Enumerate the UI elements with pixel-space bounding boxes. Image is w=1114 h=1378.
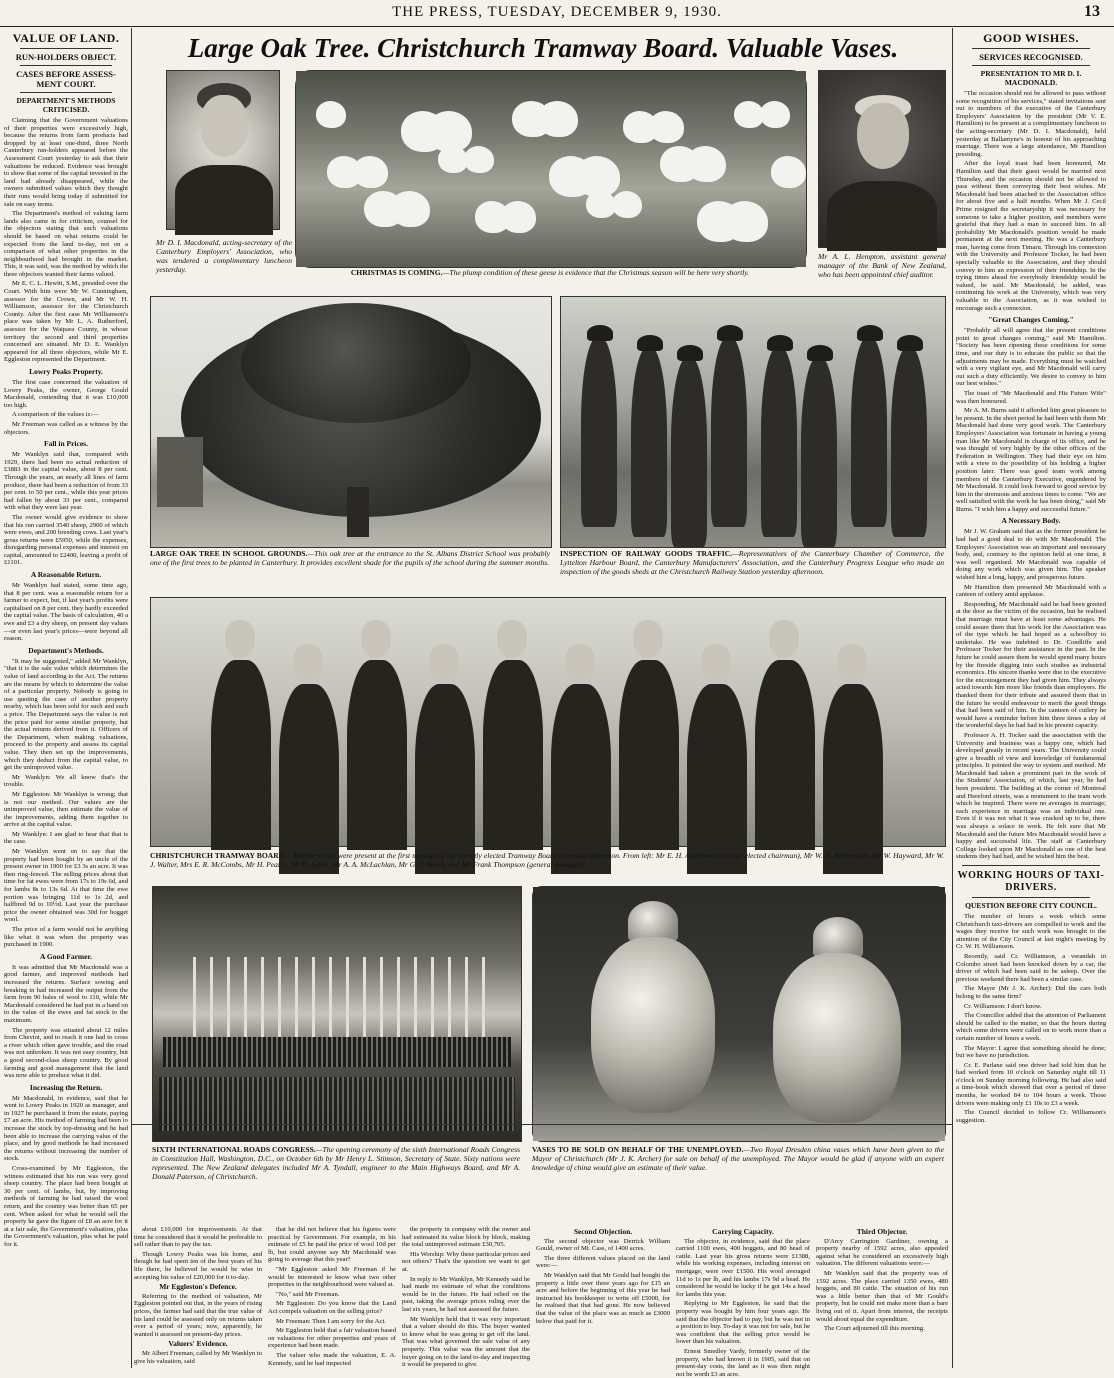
taxi-subhead: QUESTION BEFORE CITY COUNCIL. bbox=[965, 901, 1097, 910]
section-head: Third Objector. bbox=[856, 1227, 908, 1236]
paragraph: Referring to the method of valuation, Mr Eggleston pointed out that, in the years of rising prices, the farmer had said that the true value of his land could be assessed only on returns taken over a period of years; now, apparently, he wanted it assessed on present-day prices. bbox=[134, 1292, 262, 1338]
paragraph: Mr Wanklyn said that the property was of 1592 acres. The place carried 1350 ewes, 480 hoggets, and 80 cattle. The situation of his run was a little better than that of Mr Gould's property, but he could not make more than a bare living out of it. Apart from interest, the receipts would about equal the expenditure. bbox=[816, 1269, 948, 1323]
paragraph: The objector, in evidence, said that the place carried 1100 ewes, 400 hoggets, and 80 head of cattle. Last year his gross returns were £1388, while his working expenses, including interest on mortgage, were over £1500. His wool averaged 11d to 1s per lb, and his lambs 17s 9d a head. He considered he would be lucky if he got 14s a head for lambs this year. bbox=[676, 1237, 810, 1298]
paragraph: Replying to Mr Eggleston, he said that the property was bought by him four years ago. He said that the objector had to pay, but he was not in a position to buy. To-day it was not for sale, but he was confident that the selling price would be lower than his valuation. bbox=[676, 1300, 810, 1346]
paragraph: Ernest Smedley Vardy, formerly owner of the property, who had known it in 1905, said that on present-day costs, the land as it was then might not be worth £3 an acre. bbox=[676, 1347, 810, 1378]
paragraph: Mr Hamilton then presented Mr Macdonald with a canteen of cutlery amid applause. bbox=[956, 583, 1106, 599]
paragraph: Responding, Mr Macdonald said he had been greeted at the door as the victim of the occasion, but he realised that marriage must have at least some advantages. He could assure them that his work for the Association was of the type which he had hoped as a schoolboy to undertake. He was indebted to Dr. Condliffe and Professor Tocker for their assistance in the past. In the future he could assure them he would spend many hours by the fireside digging into such studies as industrial economics. His sincere thanks were due to the executive for the encouragement they had given him. They always acted towards him more like friends than employers. He thanked them for their tribute and assured them that in the future he would endeavour to merit the good things that had been said of him. In the canteen of cutlery he would have a reminder before him three times a day of the wonderful days he had had in his present capacity. bbox=[956, 600, 1106, 730]
suit-shape bbox=[279, 684, 339, 874]
person-shape bbox=[711, 337, 747, 527]
person-shape bbox=[891, 347, 927, 537]
paragraph: Cr. E. Parlane said one driver had told him that he had worked from 10 o'clock on Saturday night till 11 o'clock on Sunday morning following. He had also said a time-book which showed that over a period of three months, he worked 84 to 104 hours a week. Those drivers were making only £1 10s to £3 a week. bbox=[956, 1061, 1106, 1107]
paragraph: Mr Freeman: Then I am sorry for the Act. bbox=[276, 1317, 386, 1325]
flag-shape bbox=[210, 957, 213, 1037]
section-head: A Reasonable Return. bbox=[30, 570, 102, 580]
paragraph: Mr Albert Freeman, called by Mr Wanklyn to give his valuation, said bbox=[134, 1349, 262, 1365]
paragraph: The toast of "Mr Macdonald and His Future Wife" was then honoured. bbox=[956, 389, 1106, 405]
paragraph: Mr Eggleston: Do you know that the Land Act compels valuation on the selling price? bbox=[268, 1300, 396, 1315]
goose-shape bbox=[771, 156, 806, 188]
bottom-column-6 bbox=[816, 1226, 948, 1372]
goose-shape bbox=[364, 191, 404, 227]
paragraph: The price of a farm would not be anything like what it was when the property was purchased in 1900. bbox=[4, 926, 128, 949]
goose-shape bbox=[623, 111, 658, 143]
flag-shape bbox=[278, 957, 281, 1037]
caption-text: —Members who were present at the first meeting of the recently elected Tramway Board yesterday afternoon. From left: Mr E. H. Andrews (who was elected chairman), Mr W. H. Williamson, Mr W. Hayward, Mr W. J. Walter, Mrs E. R. McCombs, Mr H. Pearce, Mr D. Sykes, Mr A. A. McLachlan, Mr G. T. Booth, and Mr Frank Thompson (general manager). bbox=[150, 851, 944, 869]
paragraph: that he did not believe that his figures were practical by Government. For example, in his estimate of £5 he paid the price of wool 10d per lb, but could anyone say Mr Macdonald was going to average that this year? bbox=[268, 1226, 396, 1264]
section-head: Increasing the Return. bbox=[29, 1082, 103, 1092]
paragraph: It was admitted that Mr Macdonald was a good farmer, and improved methods had increased the returns. Surface sowing and breaking in had increased the output from the farm from 90 bales of wool to 110, while Mr Macdonald considered he had put in a hand on to the value of the ewes and fat stock to the maximum. bbox=[4, 963, 128, 1024]
page-banner: Large Oak Tree. Christchurch Tramway Board. Valuable Vases. bbox=[187, 33, 899, 63]
face-shape bbox=[497, 620, 527, 658]
goose-shape bbox=[464, 146, 494, 173]
caption-lead: CHRISTMAS IS COMING. bbox=[350, 268, 443, 277]
left-subhead-3: DEPARTMENT'S METHODS CRITICISED. bbox=[16, 96, 116, 114]
goose-shape bbox=[316, 101, 346, 128]
divider bbox=[962, 865, 1100, 866]
paragraph: The second objector was Derrick William Gould, owner of Mt. Cass, of 1400 acres. bbox=[536, 1237, 670, 1253]
person-shape bbox=[631, 347, 667, 537]
flag-shape bbox=[448, 957, 451, 1037]
paragraph: The Council decided to follow Cr. Williamson's suggestion. bbox=[956, 1109, 1106, 1124]
face-shape bbox=[633, 620, 663, 658]
paragraph: His Worship: Why these particular prices and not others? That's the question we want to get at. bbox=[402, 1250, 530, 1273]
paragraph: Mr Wanklyn went on to say that the property had been bought by an uncle of the present owner in 1900 for £3 3s an acre. It was then ring-fenced. The selling prices about that time for fat ewes were from 17s to 19s 6d, and for lambs 8s to 13s 6d. At that time the ewe portion was bringing 11d to 1s 2d, and halfbred 9d to 10½d. Last year the purchase price the owner obtained was 30d for hogget wool. bbox=[4, 848, 128, 924]
paragraph: After the loyal toast had been honoured, Mr Hamilton said that their guest would be married next Thursday, and the occasion should not be allowed to pass without them conveying their best wishes. Mr Macdonald had been attached to the Association office for about five and a half months. When Mr J. Cecil Prime resigned the secretaryship it was necessary for someone to take a higher position, and members were grateful that they had a man to succeed him. In all probability Mr Macdonald's position would be made permanent at the next meeting. He was a Canterbury man, having come from Timaru. Through his connexion with the University and Professor Tocker, he had been specially valuable to the Association, and they should convey to him an expression of their friendship. In the trying times ahead for everybody friendship would be valued, he said. Mr Macdonald, he added, was continuing his work at the University, which was very valuable to the Association, as it was wished to encourage such a connexion. bbox=[956, 160, 1106, 312]
caption-hempton: Mr A. L. Hempton, assistant general manager of the Bank of New Zealand, who has been appointed chief auditor. bbox=[818, 252, 946, 279]
flag-shape bbox=[397, 957, 400, 1037]
paragraph: The property was situated about 12 miles from Cheviot, and to reach it one had to cross a river which often gave trouble, and the road was not unbroken. It was not easy country, but a good second-class sheep country. By good farming and good management that the land was now able to produce what it did. bbox=[4, 1026, 128, 1080]
hat-shape bbox=[767, 335, 793, 351]
section-head: Second Objection. bbox=[573, 1227, 633, 1236]
face-shape bbox=[293, 644, 323, 682]
paragraph: Mr E. C. L. Hewitt, S.M., presided over the Court. With him were Mr W. Cunningham, assessor for the Crown, and Mr W. H. Williamson, assessor for the Christchurch County. After the first case Mr Williamson's place was taken by Mr L. A. Rutherford, assessor for the Waipara County, in whose territory the second and third properties concerned are situated. Mr D. E. Wanklyn appeared for all three objectors, while Mr E. Eggleston represented the Department. bbox=[4, 280, 128, 364]
flag-shape bbox=[312, 957, 315, 1037]
caption-text: —This oak tree at the entrance to the St. Albans District School was probably one of the first trees to be planted in Canterbury. It provides excellent shade for the pupils of the school during the summer months. bbox=[150, 549, 551, 567]
person-shape bbox=[761, 347, 797, 537]
section-head: Fall in Prices. bbox=[44, 439, 88, 449]
left-subhead-1: RUN-HOLDERS OBJECT. bbox=[15, 52, 117, 62]
paragraph: the property in company with the owner and had estimated its value block by block, making the total unimproved estimate £30,705. bbox=[402, 1226, 530, 1249]
section-head: Valuers' Evidence. bbox=[168, 1339, 228, 1349]
section-head: A Good Farmer. bbox=[39, 951, 92, 961]
caption-lead: VASES TO BE SOLD ON BEHALF OF THE UNEMPLOYED. bbox=[532, 1145, 744, 1154]
paragraph: The Mayor: I agree that something should be done; but we have no jurisdiction. bbox=[956, 1044, 1106, 1060]
paragraph: Mr J. W. Graham said that as the former president he had had a good deal to do with Mr Macdonald. The Employers' Association was an important and necessary body, and, contrary to the opinion held at one time, it was well organised. Mr Macdonald was capable of doing any work which was given him. The speaker wished him a long, happy, and prosperous future. bbox=[956, 528, 1106, 582]
divider bbox=[972, 65, 1090, 66]
paragraph: The three different values placed on the land were:— bbox=[536, 1254, 670, 1270]
photo-christmas-geese bbox=[295, 70, 807, 268]
column-rule bbox=[952, 28, 953, 1368]
paragraph: "No," said Mr Freeman. bbox=[276, 1290, 340, 1298]
flag-shape bbox=[227, 957, 230, 1037]
goose-shape bbox=[438, 146, 468, 173]
paragraph: The owner would give evidence to show that his run carried 3540 sheep, 2900 of which were ewes, and 200 breeding cows. Last year's gross returns were £5950, while the expenses, disregarding personal expenses and interest on capital, amounted to £2400, leaving a profit of £1101. bbox=[4, 513, 128, 567]
paragraph: Mr Wanklyn: I am glad to hear that that is the case. bbox=[4, 830, 128, 846]
right-subhead-2: PRESENTATION TO MR D. I. MACDONALD. bbox=[980, 69, 1082, 87]
paragraph: about £10,000 for improvements. At that time he considered that it would be preferable to sell rather than to pay the tax. bbox=[134, 1226, 262, 1249]
goose-shape bbox=[660, 146, 700, 182]
bottom-divider bbox=[132, 1124, 952, 1125]
goose-shape bbox=[612, 191, 642, 218]
paragraph: Claiming that the Government valuations of their properties were excessively high, because the returns from farm products had dropped by at least one-third, three North Canterbury run-holders appeared before the Assessment Court yesterday to ask that their valuations be reduced. Evidence was brought to show that some of the capital invested in the land had already disappeared, while the owners submitted values which they thought their runs would bring today if submitted for sale on easy terms. bbox=[4, 117, 128, 208]
flag-shape bbox=[414, 957, 417, 1037]
caption-tramway bbox=[150, 851, 944, 869]
bottom-column-2 bbox=[268, 1226, 396, 1372]
paragraph: The Mayor (Mr J. K. Archer): Did the cars both belong to the same firm? bbox=[956, 985, 1106, 1000]
paragraph: "It may be suggested," added Mr Wanklyn, "that it is the sale value which determines the value of land according to the Act. The returns are the means by which to determine the value of a particular property. Nobody is going to use quoting the case of another property nearby, which has been sold for such and such a price. The Department says the value is not the price paid for some similar property, but the actual returns derived from it. Officers of the Department, when making valuations, proceed to the property and assess its capital value. They then set up the improvements, which they deduct from the capital value, to get the unimproved value. bbox=[4, 657, 128, 772]
caption-roads-congress bbox=[152, 1145, 520, 1181]
paragraph: The Councillor added that the attention of Parliament should be called to the matter, so that the hours during which some drivers were called on to work more than a certain number of hours a week. bbox=[956, 1012, 1106, 1042]
flag-shape bbox=[329, 957, 332, 1037]
paragraph: "Mr Eggleston asked Mr Freeman if he would be interested to know what two other properties in the neighbourhood were valued at. bbox=[268, 1265, 396, 1289]
person-shape bbox=[801, 357, 837, 547]
divider bbox=[972, 48, 1090, 49]
masthead-title: THE PRESS, TUESDAY, DECEMBER 9, 1930. bbox=[392, 4, 722, 20]
paragraph: Professor A. H. Tocker said the association with the University and business was a happy one, which had developed greatly in recent years. The University could give a breadth of view and knowledge of fundamental principles. It pointed the way to system and method. Mr Macdonald had taken a prominent part in the work of the Students' Association, of which, last year, he had been president. The building at the corner of Montreal and Hereford streets, was a monument to the team work which he inspired. There were no averages in marriage; each experience in marriage was an individual one. Even if it was not what it was cracked up to be, there was always a solace in work. He felt sure that Mr Macdonald and the future Mrs Macdonald would have a happy and successful life. The staff at Canterbury College looked upon Mr Macdonald as one of the best students they had had, and he wished him the best. bbox=[956, 731, 1106, 861]
flag-shape bbox=[482, 957, 485, 1037]
face-shape bbox=[837, 644, 867, 682]
suit-shape bbox=[823, 684, 883, 874]
hat-shape bbox=[587, 325, 613, 341]
caption-railway bbox=[560, 549, 944, 576]
goose-shape bbox=[734, 101, 764, 128]
hat-shape bbox=[717, 325, 743, 341]
right-subhead-1: SERVICES RECOGNISED. bbox=[979, 52, 1083, 62]
caption-oak-tree bbox=[150, 549, 550, 567]
hat-shape bbox=[677, 345, 703, 361]
suit-shape bbox=[211, 660, 271, 850]
masthead bbox=[0, 0, 1114, 27]
goose-shape bbox=[475, 201, 510, 233]
section-head: Carrying Capacity. bbox=[712, 1227, 774, 1236]
paragraph: In reply to Mr Wanklyn, Mr Kennedy said he had made no estimate of what the conditions would be in the future. He had relied on the past, taking the average prices ruling over the last six years, he had not assessed the future. bbox=[402, 1275, 530, 1313]
hat-shape bbox=[807, 345, 833, 361]
photo-roads-congress bbox=[152, 886, 522, 1142]
paragraph: Mr Wanklyn said that, compared with 1929, there had been no actual reduction of £3883 in the capital value, about 8 per cent. Through the years, an nearly all lines of farm produce, there had been a reduction of from 33 per cent. to 50 per cent., while this year prices had fallen by about 33 per cent., compared with what they were last year. bbox=[4, 451, 128, 512]
flag-shape bbox=[465, 957, 468, 1037]
caption-text: —The plump condition of these geese is evidence that the Christmas season will be here very shortly. bbox=[442, 268, 750, 277]
left-headline: VALUE OF LAND. bbox=[12, 31, 120, 45]
flag-shape bbox=[363, 957, 366, 1037]
person-shape bbox=[671, 357, 707, 547]
left-article-column bbox=[4, 28, 128, 1368]
caption-text: —Two Royal Dresden china vases which have been given to the Mayor of Christchurch (Mr J. K. Archer) for sale on behalf of the unemployed. The Mayor would be glad if anyone with an expert knowledge of china would give an estimate of their value. bbox=[532, 1145, 944, 1172]
face-shape bbox=[361, 620, 391, 658]
divider bbox=[972, 897, 1090, 898]
divider bbox=[20, 92, 112, 93]
caption-text: —The opening ceremony of the sixth International Roads Congress in Constitution Hall, Washington, D.C., on October 6th by Mr Henry L. Stimson, Secretary of State. Sixty nations were represented. The New Zealand delegates included Mr A. Tyndall, engineer to the Main Highways Board, and Mr A. Donald Paterson, of Christchurch. bbox=[152, 1145, 520, 1181]
flag-shape bbox=[244, 957, 247, 1037]
photo-oak-tree bbox=[150, 296, 552, 548]
caption-lead: SIXTH INTERNATIONAL ROADS CONGRESS. bbox=[152, 1145, 316, 1154]
flag-shape bbox=[193, 957, 196, 1037]
face-shape bbox=[769, 620, 799, 658]
paragraph: Mr Wanklyn held that it was very important that a valuer should do this. The buyer wanted to know what he was going to get off the land. That was what governed the sale value of any property. This value was the amount that the buyer going on to the land to-day and inspecting it would be prepared to give. bbox=[402, 1315, 530, 1369]
bottom-column-3 bbox=[402, 1226, 530, 1372]
divider bbox=[20, 48, 112, 49]
paragraph: The valuer who made the valuation, E. A. Kennedy, said he had inspected bbox=[268, 1351, 396, 1367]
paragraph: Mr Freeman was called as a witness by the objectors. bbox=[4, 420, 128, 436]
photo-hempton bbox=[818, 70, 946, 248]
flag-shape bbox=[380, 957, 383, 1037]
flag-shape bbox=[295, 957, 298, 1037]
suit-shape bbox=[619, 660, 679, 850]
paragraph: Mr Macdonald, in evidence, said that he went to Lowry Peaks in 1920 as manager, and in 1927 he purchased it from the estate, paying £7 an acre. His method of farming had been to increase the stock by top-dressing and he had been able to increase the carrying value of the place, and by good methods he had increased the returns without increasing the number of stock. bbox=[4, 1094, 128, 1163]
paragraph: "The occasion should not be allowed to pass without some recognition of his services," stated invitations sent out to members of the executive of the Canterbury Employers' Association by the president (Mr V. E. Hamilton) to be present at a complimentary luncheon to the acting-secretary (Mr D. I. Macdonald), held yesterday at Ballantyne's in honour of his approaching marriage. There was a large attendance, Mr Hamilton presiding. bbox=[956, 90, 1106, 158]
photo-tramway-board bbox=[150, 597, 946, 847]
paragraph: The first case concerned the valuation of Lowry Peaks, the owner, George Gould Macdonald, contending that it was £10,000 too high. bbox=[4, 379, 128, 409]
face-shape bbox=[701, 644, 731, 682]
person-shape bbox=[581, 337, 617, 527]
face-shape bbox=[565, 644, 595, 682]
paragraph: A comparison of the values is:— bbox=[12, 411, 99, 419]
caption-geese bbox=[300, 268, 800, 277]
hat-shape bbox=[637, 335, 663, 351]
taxi-headline: WORKING HOURS OF TAXI-DRIVERS. bbox=[957, 870, 1105, 893]
flag-shape bbox=[261, 957, 264, 1037]
column-rule bbox=[131, 28, 132, 1368]
paragraph: Recently, said Cr. Williamson, a verandah in Colombo street had been knocked down by a car, the driver of which had been said to be asleep. Over the previous weekend there had been a similar case. bbox=[956, 952, 1106, 983]
paragraph: Mr Eggleston: Mr Wanklyn is wrong; that is not our method. Our values are the unimproved value, then estimate the value of the improvements, adding them together to arrive at the capital value. bbox=[4, 790, 128, 829]
section-head: "Great Changes Coming." bbox=[988, 315, 1074, 325]
section-head: A Necessary Body. bbox=[1001, 516, 1061, 526]
suit-shape bbox=[483, 660, 543, 850]
flag-shape bbox=[346, 957, 349, 1037]
right-article-column bbox=[956, 28, 1106, 1368]
bottom-column-5 bbox=[676, 1226, 810, 1378]
photo-dresden-vases bbox=[532, 886, 946, 1142]
face-shape bbox=[429, 644, 459, 682]
goose-shape bbox=[549, 156, 594, 197]
face-shape bbox=[225, 620, 255, 658]
hat-shape bbox=[857, 325, 883, 341]
bottom-column-4 bbox=[536, 1226, 670, 1372]
goose-shape bbox=[586, 191, 616, 218]
section-head: Mr Eggleston's Defence. bbox=[159, 1282, 237, 1292]
person-shape bbox=[851, 337, 887, 527]
caption-lead: LARGE OAK TREE IN SCHOOL GROUNDS. bbox=[150, 549, 308, 558]
suit-shape bbox=[755, 660, 815, 850]
paragraph: Cross-examined by Mr Eggleston, the witness estimated that his run was very good sheep country. The place had been bought at 30 per cent. of lambs, but, by improving methods of farming he had raised the wool return, and the country was better than 65 per cent. When asked for what he would sell the property he gave the figure of £8 an acre for it at a fair sale, the Government's valuation, plus the Government's valuation, plus what he paid for it. bbox=[4, 1165, 128, 1248]
right-headline: GOOD WISHES. bbox=[983, 31, 1079, 45]
flag-shape bbox=[431, 957, 434, 1037]
photo-railway-inspection bbox=[560, 296, 946, 548]
paragraph: D'Arcy Carrington Gardiner, owning a property nearby of 1592 acres, also appealed against what he considered an excessively high valuation. The different valuations were:— bbox=[816, 1237, 948, 1268]
caption-macdonald: Mr D. I. Macdonald, acting-secretary of the Canterbury Employers' Association, who was tendered a complimentary luncheon yesterday. bbox=[156, 238, 292, 274]
paragraph: Mr Wanklyn had stated, some time ago, that 8 per cent. was a reasonable return for a farmer to expect, but, if last year's profits were capitalised on 8 per cent. they hardly exceeded the capital value. The basis of calculation, 40 a ewe and £3 a dry sheep, on present day values—or even last year's prices—were beyond all reason. bbox=[4, 582, 128, 643]
caption-lead: INSPECTION OF RAILWAY GOODS TRAFFIC. bbox=[560, 549, 733, 558]
suit-shape bbox=[687, 684, 747, 874]
paragraph: Cr. Williamson: I don't know. bbox=[964, 1002, 1042, 1010]
goose-shape bbox=[697, 201, 742, 242]
paragraph: Mr Wanklyn: We all know that's the trouble. bbox=[4, 773, 128, 789]
bottom-column-1 bbox=[134, 1226, 262, 1372]
page-number: 13 bbox=[1084, 3, 1100, 20]
goose-shape bbox=[512, 101, 552, 137]
section-head: Lowry Peaks Property. bbox=[29, 367, 103, 376]
paragraph: Though Lowry Peaks was his home, and though he had spent ten of the best years of his life there, he believed he would be wise in accepting his value of £20,000 for it to-day. bbox=[134, 1250, 262, 1281]
hat-shape bbox=[897, 335, 923, 351]
paragraph: The Department's method of valuing farm lands also came in for criticism, counsel for the objectors stating that such valuations should be based on what returns could be expected from the land to-day, not on a comparison of what other properties in the neighbourhood had brought in the market. This, it was said, was the method by which the three objectors wanted their farms valued. bbox=[4, 210, 128, 278]
caption-lead: CHRISTCHURCH TRAMWAY BOARD. bbox=[150, 851, 287, 860]
divider bbox=[20, 65, 112, 66]
suit-shape bbox=[551, 684, 611, 874]
caption-vases bbox=[532, 1145, 944, 1172]
paragraph: Mr Wanklyn said that Mr Gould had bought the property a little over three years ago for £15 an acre and before the beginning of this year he had instructed his bookkeeper to write off £5000, for he realised that that had gone. He now believed that the value of the place was as much as £3000 below that paid for it. bbox=[536, 1271, 670, 1325]
goose-shape bbox=[401, 111, 446, 152]
suit-shape bbox=[415, 684, 475, 874]
paragraph: The number of hours a week which some Christchurch taxi-drivers are compelled to work and the wages they receive for such work was brought to the attention of the City Council at last night's meeting by Cr. W. H. Williamson. bbox=[956, 913, 1106, 951]
caption-text: —Representatives of the Canterbury Chamber of Commerce, the Lyttelton Harbour Board, the Canterbury Manufacturers' Association, and the Canterbury Progress League who made an inspection of the goods sheds at the Christchurch Railway Station yesterday afternoon. bbox=[560, 549, 945, 576]
goose-shape bbox=[327, 156, 362, 188]
goose-shape bbox=[760, 101, 790, 128]
paragraph: Mr A. M. Burns said it afforded him great pleasure to be present. In the short period he had been with them Mr Macdonald had done very good work. The Canterbury Employers' Association was fortunate in having a young man like Mr Macdonald in charge of its office, and he was thought of very highly by the other offices of the Federation in Wellington. They had their eye on him with a view to the possibility of his holding a higher position later. There was good team work among members of the Canterbury Executive, engendered by Mr Macdonald. It could look forward to good service by him in the strenuous and anxious times to come. "We are well satisfied with the work he has been doing," said Mr Burns. "I wish him a happy and successful future." bbox=[956, 407, 1106, 513]
suit-shape bbox=[347, 660, 407, 850]
paragraph: The Court adjourned till this morning. bbox=[824, 1325, 925, 1333]
left-subhead-2: CASES BEFORE ASSESS-MENT COURT. bbox=[16, 69, 116, 89]
paragraph: Mr Eggleston held that a fair valuation based on valuations for other properties and years of experience had been made. bbox=[268, 1327, 396, 1350]
paragraph: "Probably all will agree that the present conditions point to great changes coming," said Mr Hamilton. "Society has been ripening these conditions for some time, and our duty is to educate the public so that the adjustments may be made. Everything must be watched with a very vigilant eye, and Mr Macdonald will carry out such a duty efficiently. We desire to convey to him our best wishes." bbox=[956, 327, 1106, 388]
section-head: Department's Methods. bbox=[28, 645, 104, 655]
photo-macdonald bbox=[166, 70, 280, 230]
